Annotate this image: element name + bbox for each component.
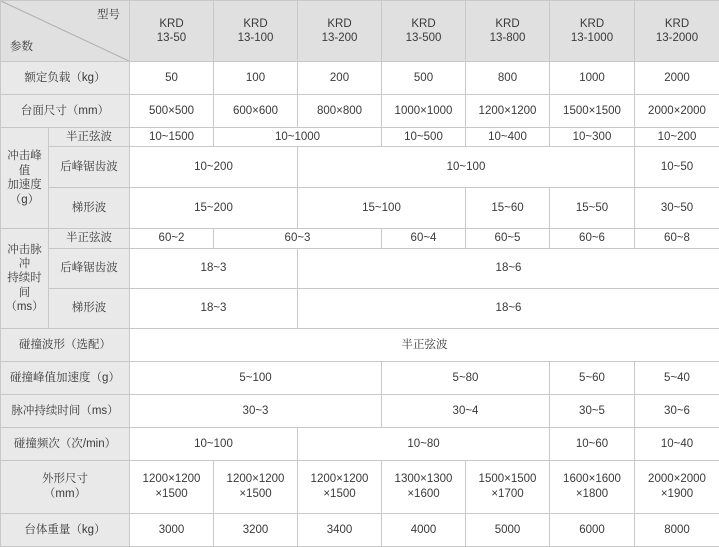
header-parameter-label: 参数	[10, 40, 33, 54]
model-header-5	[550, 1, 635, 62]
cell-shock-peak-sawtooth-1: 10~100	[298, 147, 635, 188]
cell-collision-frequency-3: 10~40	[635, 427, 719, 460]
cell-shock-peak-halfsine-2: 10~500	[382, 128, 466, 147]
cell-body-weight-5: 6000	[550, 513, 635, 546]
value-line2: ×1600	[383, 487, 464, 501]
value-line1: 2000×2000	[636, 472, 718, 486]
cell-table-size-2: 800×800	[298, 95, 382, 128]
model-name-line2: 13-100	[215, 31, 296, 45]
model-name-line2: 13-500	[383, 31, 464, 45]
cell-pulse-duration-1: 30~4	[382, 394, 550, 427]
cell-rated-load-6: 2000	[635, 62, 719, 95]
cell-collision-frequency-1: 10~80	[298, 427, 550, 460]
cell-outer-dimensions-3	[382, 460, 466, 513]
cell-rated-load-0: 50	[130, 62, 214, 95]
table-row-shock-peak-halfsine	[1, 128, 719, 147]
cell-shock-peak-trapezoid-4: 30~50	[635, 188, 719, 229]
value-line1: 1300×1300	[383, 472, 464, 486]
cell-table-size-5: 1500×1500	[550, 95, 635, 128]
model-header-4	[466, 1, 550, 62]
model-name-line1: KRD	[215, 17, 296, 31]
cell-pulse-halfsine-5: 60~8	[635, 229, 719, 248]
cell-rated-load-5: 1000	[550, 62, 635, 95]
cell-collision-peak-accel-0: 5~100	[130, 361, 382, 394]
cell-pulse-sawtooth-1: 18~6	[298, 248, 719, 288]
value-line2: ×1800	[551, 487, 633, 501]
value-line1: 1200×1200	[215, 472, 296, 486]
value-line1: 1200×1200	[299, 472, 380, 486]
cell-body-weight-1: 3200	[214, 513, 298, 546]
value-line2: ×1500	[131, 487, 212, 501]
row-label-line3: （ms）	[5, 301, 43, 313]
cell-shock-peak-trapezoid-3: 15~50	[550, 188, 635, 229]
cell-table-size-4: 1200×1200	[466, 95, 550, 128]
row-label-rated-load: 额定负载（kg）	[1, 62, 130, 95]
header-corner-cell	[1, 1, 130, 62]
row-label-line3: （g）	[10, 194, 39, 206]
cell-body-weight-0: 3000	[130, 513, 214, 546]
row-label-line1: 外形尺寸	[42, 473, 88, 485]
sub-label-pulse-halfsine: 半正弦波	[49, 229, 130, 248]
value-line2: ×1900	[636, 487, 718, 501]
cell-shock-peak-halfsine-4: 10~300	[550, 128, 635, 147]
table-row-shock-peak-trapezoid	[1, 188, 719, 229]
row-label-body-weight: 台体重量（kg）	[1, 513, 130, 546]
cell-pulse-duration-3: 30~6	[635, 394, 719, 427]
cell-rated-load-1: 100	[214, 62, 298, 95]
row-label-outer-dimensions	[1, 460, 130, 513]
model-header-1	[214, 1, 298, 62]
cell-shock-peak-sawtooth-2: 10~50	[635, 147, 719, 188]
row-label-collision-frequency: 碰撞频次（次/min）	[1, 427, 130, 460]
row-label-collision-waveform: 碰撞波形（选配）	[1, 328, 130, 361]
cell-rated-load-2: 200	[298, 62, 382, 95]
cell-table-size-6: 2000×2000	[635, 95, 719, 128]
cell-table-size-0: 500×500	[130, 95, 214, 128]
model-name-line1: KRD	[131, 17, 212, 31]
cell-outer-dimensions-1	[214, 460, 298, 513]
row-label-collision-peak-accel: 碰撞峰值加速度（g）	[1, 361, 130, 394]
table-row-rated-load	[1, 62, 719, 95]
cell-shock-peak-trapezoid-0: 15~200	[130, 188, 298, 229]
cell-shock-peak-sawtooth-0: 10~200	[130, 147, 298, 188]
model-name-line1: KRD	[299, 17, 380, 31]
cell-pulse-halfsine-0: 60~2	[130, 229, 214, 248]
cell-collision-peak-accel-1: 5~80	[382, 361, 550, 394]
cell-pulse-halfsine-1: 60~3	[214, 229, 382, 248]
sub-label-sawtooth: 后峰锯齿波	[49, 147, 130, 188]
model-name-line2: 13-50	[131, 31, 212, 45]
model-name-line2: 13-1000	[551, 31, 633, 45]
model-header-6	[635, 1, 719, 62]
cell-collision-frequency-0: 10~100	[130, 427, 298, 460]
cell-pulse-halfsine-2: 60~4	[382, 229, 466, 248]
row-label-line2: 持续时间	[7, 272, 42, 298]
model-header-2	[298, 1, 382, 62]
row-label-line2: 加速度	[7, 179, 42, 191]
table-row-pulse-sawtooth	[1, 248, 719, 288]
value-line1: 1200×1200	[131, 472, 212, 486]
cell-pulse-halfsine-3: 60~5	[466, 229, 550, 248]
value-line1: 1500×1500	[467, 472, 548, 486]
model-name-line2: 13-200	[299, 31, 380, 45]
value-line1: 1600×1600	[551, 472, 633, 486]
cell-outer-dimensions-6	[635, 460, 719, 513]
row-label-shock-peak-accel	[1, 128, 49, 229]
value-line2: ×1500	[299, 487, 380, 501]
value-line2: ×1500	[215, 487, 296, 501]
model-name-line1: KRD	[467, 17, 548, 31]
row-label-pulse-duration: 脉冲持续时间（ms）	[1, 394, 130, 427]
table-row-pulse-halfsine	[1, 229, 719, 248]
model-name-line1: KRD	[383, 17, 464, 31]
table-row-pulse-duration	[1, 394, 719, 427]
cell-body-weight-4: 5000	[466, 513, 550, 546]
value-line2: ×1700	[467, 487, 548, 501]
header-model-label: 型号	[97, 8, 120, 22]
cell-pulse-trapezoid-1: 18~6	[298, 288, 719, 328]
row-label-line1: 冲击峰值	[7, 150, 42, 176]
cell-table-size-1: 600×600	[214, 95, 298, 128]
cell-pulse-halfsine-4: 60~6	[550, 229, 635, 248]
cell-outer-dimensions-4	[466, 460, 550, 513]
cell-table-size-3: 1000×1000	[382, 95, 466, 128]
cell-collision-waveform-0: 半正弦波	[130, 328, 719, 361]
model-name-line2: 13-800	[467, 31, 548, 45]
cell-shock-peak-trapezoid-1: 15~100	[298, 188, 466, 229]
model-header-3	[382, 1, 466, 62]
cell-shock-peak-trapezoid-2: 15~60	[466, 188, 550, 229]
table-row-table-size	[1, 95, 719, 128]
model-name-line2: 13-2000	[636, 31, 718, 45]
table-row-pulse-trapezoid	[1, 288, 719, 328]
row-label-line2: （mm）	[44, 488, 86, 500]
cell-shock-peak-halfsine-1: 10~1000	[214, 128, 382, 147]
cell-collision-frequency-2: 10~60	[550, 427, 635, 460]
model-name-line1: KRD	[636, 17, 718, 31]
table-row-outer-dimensions	[1, 460, 719, 513]
cell-pulse-trapezoid-0: 18~3	[130, 288, 298, 328]
cell-pulse-duration-0: 30~3	[130, 394, 382, 427]
cell-rated-load-4: 800	[466, 62, 550, 95]
cell-body-weight-6: 8000	[635, 513, 719, 546]
cell-outer-dimensions-0	[130, 460, 214, 513]
row-label-line1: 冲击脉冲	[7, 244, 42, 270]
model-name-line1: KRD	[551, 17, 633, 31]
table-row-shock-peak-sawtooth	[1, 147, 719, 188]
row-label-table-size: 台面尺寸（mm）	[1, 95, 130, 128]
cell-collision-peak-accel-3: 5~40	[635, 361, 719, 394]
cell-pulse-duration-2: 30~5	[550, 394, 635, 427]
cell-collision-peak-accel-2: 5~60	[550, 361, 635, 394]
cell-body-weight-2: 3400	[298, 513, 382, 546]
table-row-collision-peak-accel	[1, 361, 719, 394]
row-label-shock-pulse-duration	[1, 229, 49, 328]
table-row-collision-waveform	[1, 328, 719, 361]
cell-shock-peak-halfsine-0: 10~1500	[130, 128, 214, 147]
cell-rated-load-3: 500	[382, 62, 466, 95]
cell-shock-peak-halfsine-5: 10~200	[635, 128, 719, 147]
sub-label-halfsine: 半正弦波	[49, 128, 130, 147]
cell-outer-dimensions-2	[298, 460, 382, 513]
cell-body-weight-3: 4000	[382, 513, 466, 546]
table-header-row	[1, 1, 719, 62]
table-row-collision-frequency	[1, 427, 719, 460]
cell-pulse-sawtooth-0: 18~3	[130, 248, 298, 288]
model-header-0	[130, 1, 214, 62]
cell-outer-dimensions-5	[550, 460, 635, 513]
cell-shock-peak-halfsine-3: 10~400	[466, 128, 550, 147]
sub-label-trapezoid: 梯形波	[49, 188, 130, 229]
sub-label-pulse-sawtooth: 后峰锯齿波	[49, 248, 130, 288]
sub-label-pulse-trapezoid: 梯形波	[49, 288, 130, 328]
